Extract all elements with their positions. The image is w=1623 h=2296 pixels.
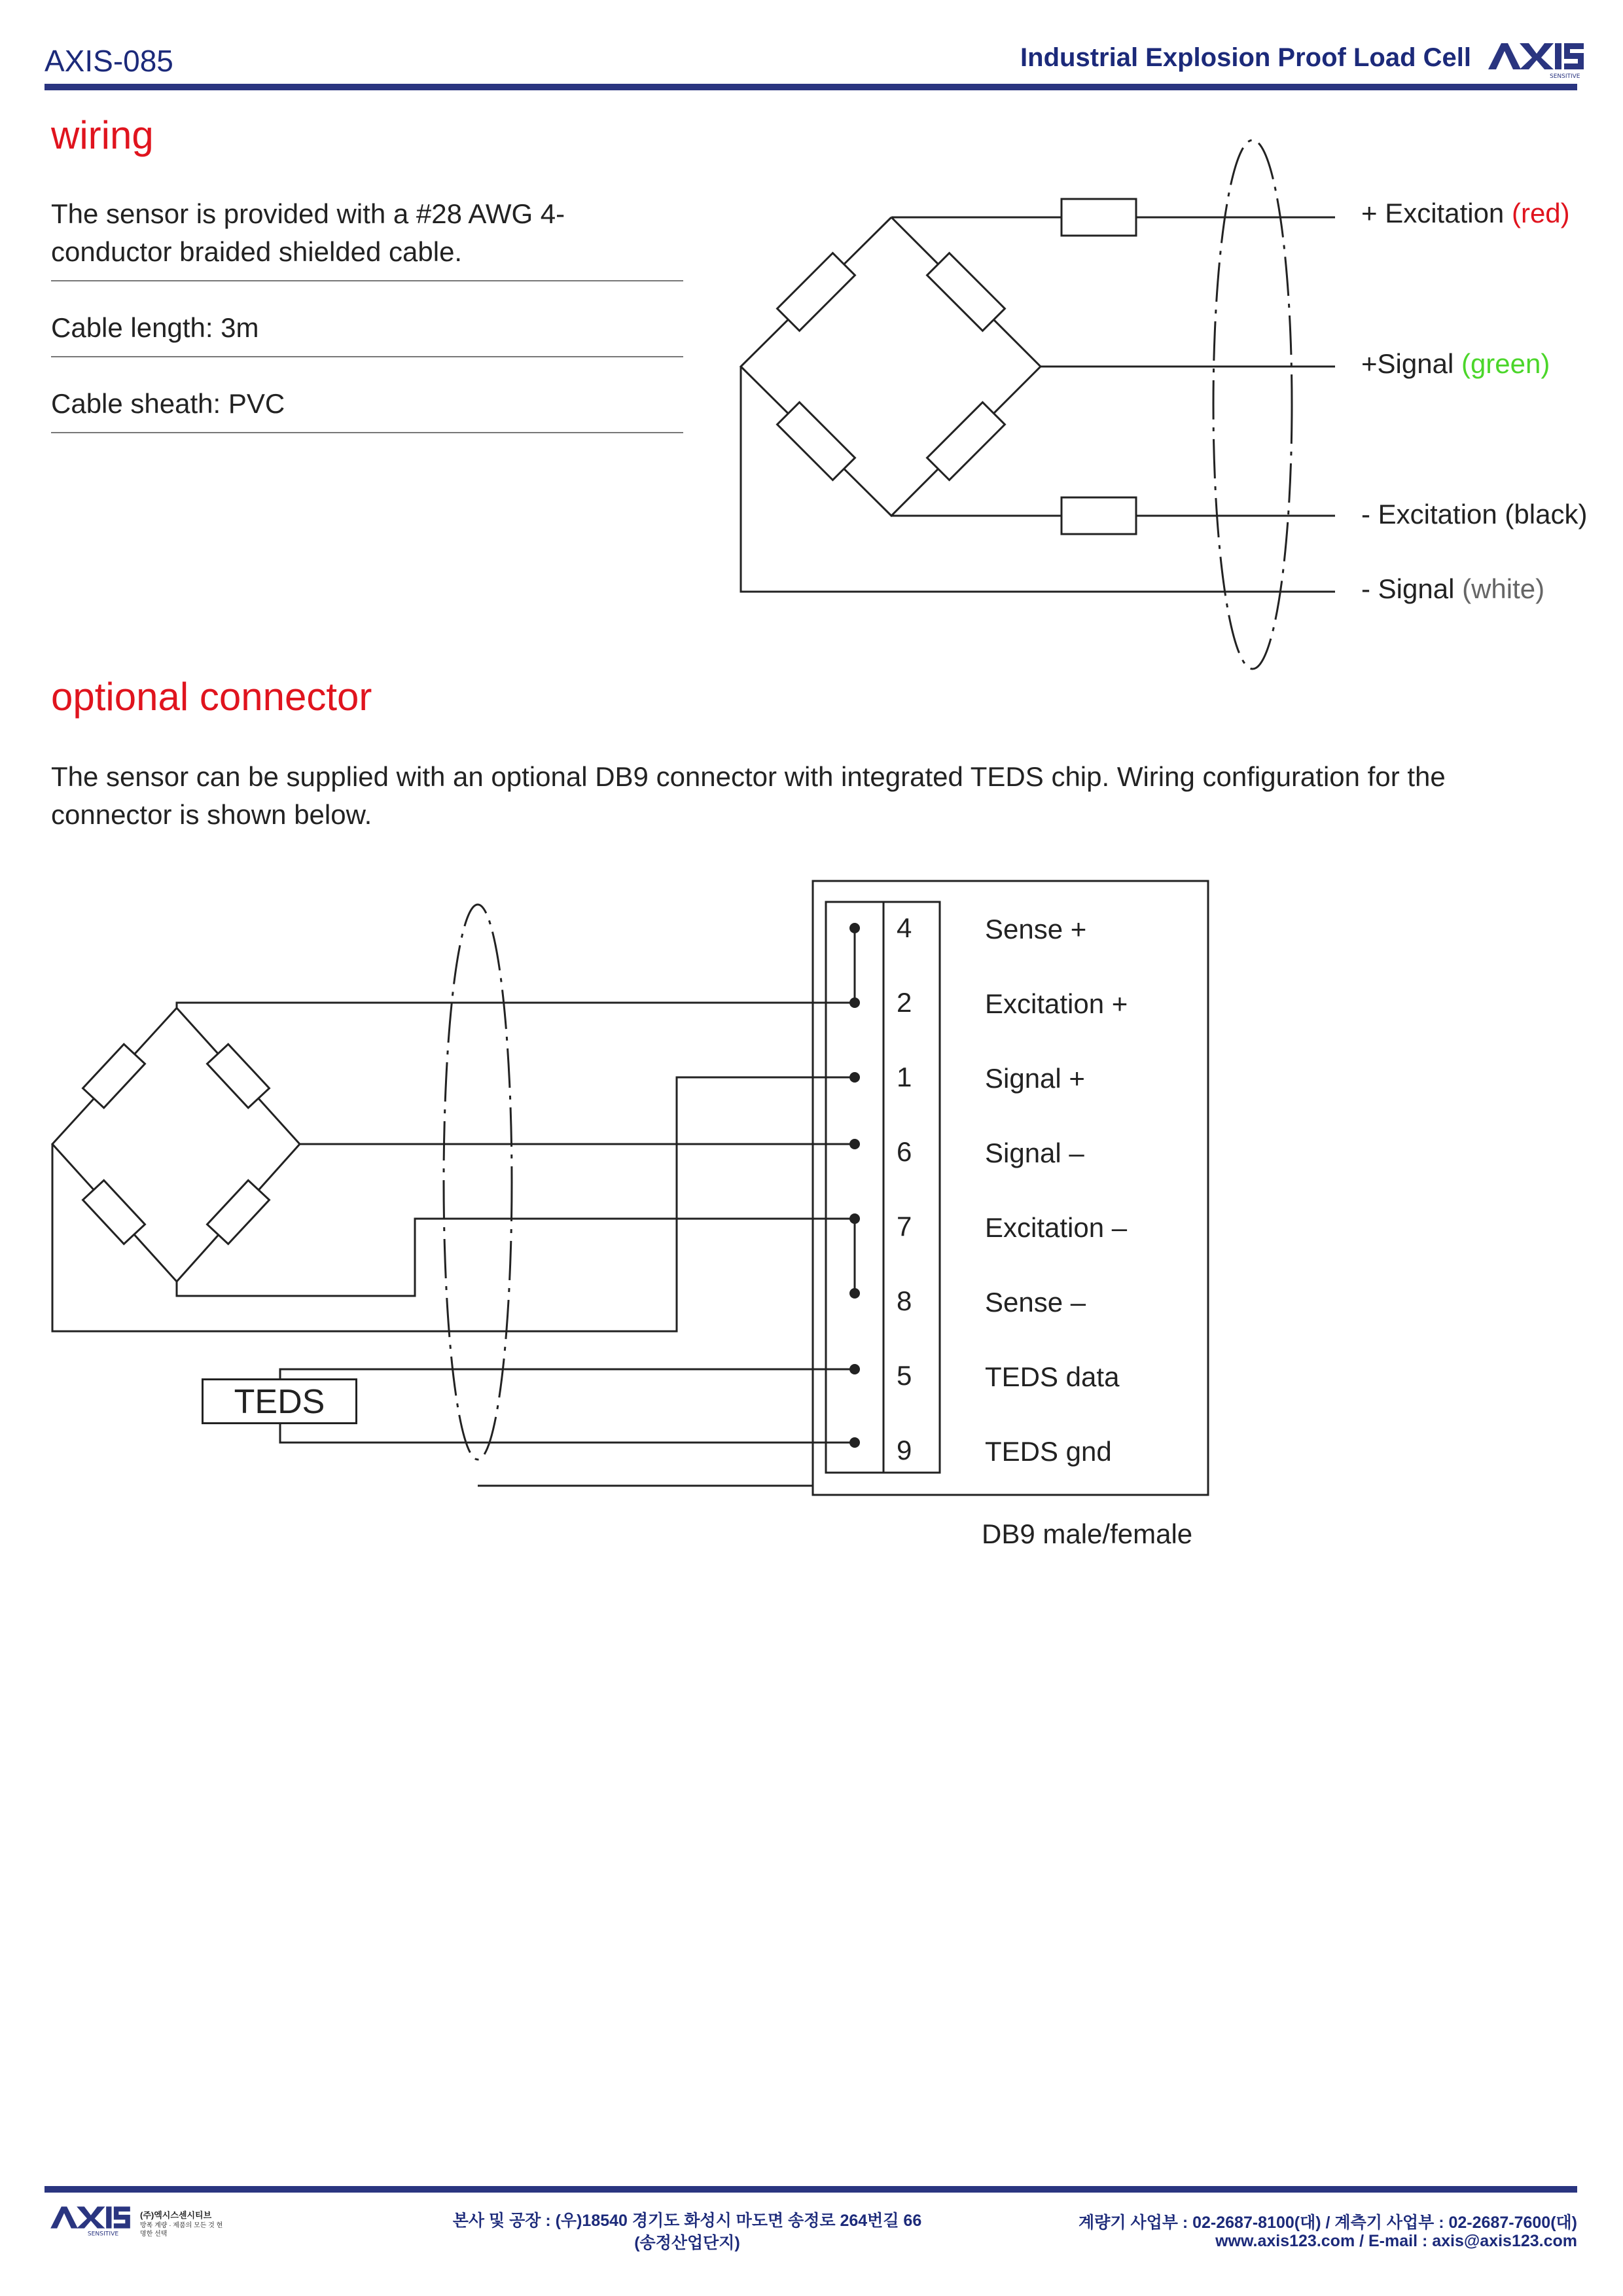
pin-label-sense-minus: Sense –	[985, 1287, 1086, 1318]
pin-label-teds-gnd: TEDS gnd	[985, 1436, 1112, 1467]
wire-label-excitation-minus: - Excitation (black)	[1361, 499, 1588, 529]
pin-label-excitation-minus: Excitation –	[985, 1212, 1128, 1243]
footer-logo-sub: SENSITIVE	[87, 2230, 119, 2237]
footer-company: (주)엑시스센시티브	[140, 2210, 212, 2220]
footer-web: www.axis123.com / E-mail : axis@axis123.com	[1215, 2232, 1577, 2250]
teds-chip: TEDS	[202, 1378, 357, 1424]
wire-label-signal-plus: +Signal (green)	[1361, 348, 1550, 379]
optional-connector-title: optional connector	[51, 675, 372, 719]
pin-number: 2	[897, 987, 912, 1018]
cable-shield	[1213, 140, 1292, 669]
pin-number: 6	[897, 1136, 912, 1167]
wiring-section-title: wiring	[51, 113, 154, 157]
header-logo-sub: SENSITIVE	[1550, 73, 1580, 80]
pin-dot	[849, 1213, 860, 1224]
compensation-resistor	[1061, 199, 1136, 236]
document-title: Industrial Explosion Proof Load Cell	[1020, 43, 1471, 72]
footer-axis-logo	[45, 2204, 136, 2237]
wire-signal-minus	[741, 367, 1335, 592]
cable-description: The sensor is provided with a #28 AWG 4-conductor braided shielded cable.	[51, 198, 565, 267]
pin-dot	[849, 1437, 860, 1448]
wire-color-green: (green)	[1461, 348, 1550, 379]
footer-phone: 계량기 사업부 : 02-2687-8100(대) / 계측기 사업부 : 02-2687-7600(대)	[1079, 2214, 1577, 2232]
pin-number: 5	[897, 1360, 912, 1391]
wire-excitation-plus-db9	[177, 1003, 855, 1008]
footer-rule	[45, 2186, 1577, 2193]
cable-sheath: Cable sheath: PVC	[51, 388, 285, 419]
load-cell-bridge-lower	[52, 1008, 300, 1282]
db9-housing	[813, 881, 1208, 1495]
footer-slogan: 방폭 계량 · 제품의 모든 것 현명한 선택	[140, 2222, 223, 2238]
pin-number: 9	[897, 1435, 912, 1465]
wire-label-excitation-plus: + Excitation (red)	[1361, 198, 1570, 228]
pin-dot	[849, 923, 860, 933]
pin-label-signal-minus: Signal –	[985, 1138, 1084, 1168]
pin-dot	[849, 1072, 860, 1083]
pin-dot	[849, 1139, 860, 1149]
footer-address-line2: (송정산업단지)	[634, 2234, 740, 2252]
pin-label-excitation-plus: Excitation +	[985, 988, 1128, 1019]
compensation-resistor	[1061, 497, 1136, 534]
wire-label-signal-minus: - Signal (white)	[1361, 573, 1545, 604]
wire-teds-data	[280, 1369, 855, 1378]
optional-connector-description: The sensor can be supplied with an optional DB9 connector with integrated TEDS chip. Wiring configuration for the connector is shown below.	[51, 761, 1446, 830]
pin-dot	[849, 1288, 860, 1299]
footer-address	[393, 2210, 982, 2254]
pin-number: 7	[897, 1211, 912, 1242]
cable-shield-lower	[444, 905, 512, 1460]
wire-color-red: (red)	[1511, 198, 1570, 228]
cable-length: Cable length: 3m	[51, 312, 259, 343]
db9-caption: DB9 male/female	[982, 1518, 1193, 1549]
model-number: AXIS-085	[45, 44, 173, 78]
pin-dot	[849, 1364, 860, 1374]
pin-number: 1	[897, 1062, 912, 1092]
wire-color-white: (white)	[1462, 573, 1545, 604]
wire-teds-gnd	[280, 1424, 855, 1443]
pin-number: 8	[897, 1285, 912, 1316]
pin-dot	[849, 997, 860, 1008]
footer-address-line1: 본사 및 공장 : (우)18540 경기도 화성시 마도면 송정로 264번길 66	[452, 2212, 922, 2230]
wire-signal-plus-db9	[52, 1077, 855, 1331]
pin-number: 4	[897, 912, 912, 943]
pin-label-signal-plus: Signal +	[985, 1063, 1085, 1094]
load-cell-bridge-upper	[741, 217, 1041, 516]
wire-excitation-minus-db9	[177, 1219, 855, 1296]
pin-label-sense-plus: Sense +	[985, 914, 1087, 944]
pin-label-teds-data: TEDS data	[985, 1361, 1120, 1392]
